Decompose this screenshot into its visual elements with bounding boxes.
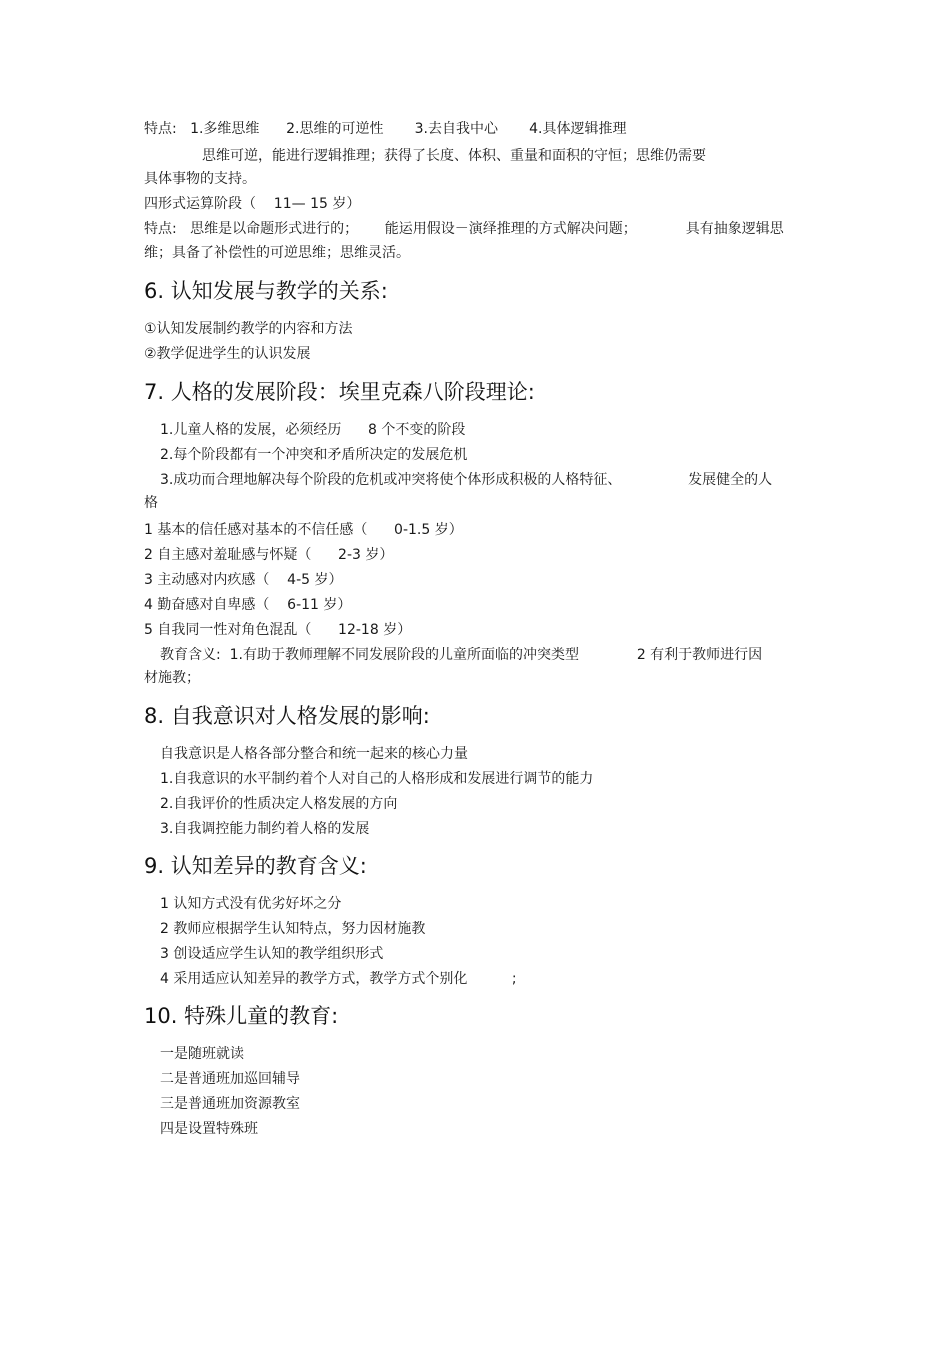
section-10-heading: 10. 特殊儿童的教育:: [144, 1004, 339, 1028]
list-item: 3.成功而合理地解决每个阶段的危机或冲突将使个体形成积极的人格特征、 发展健全的人: [160, 472, 773, 488]
concrete-stage-features: 特点: 1.多维思维 2.思维的可逆性 3.去自我中心 4.具体逻辑推理: [144, 121, 627, 137]
section-8-heading: 8. 自我意识对人格发展的影响:: [144, 704, 430, 728]
list-item: 4 采用适应认知差异的教学方式，教学方式个别化 ;: [160, 971, 517, 987]
list-item: 2 教师应根据学生认知特点，努力因材施教: [160, 921, 426, 937]
concrete-stage-description: 思维可逆，能进行逻辑推理；获得了长度、体积、重量和面积的守恒；思维仍需要: [202, 148, 706, 164]
stage-item: 3 主动感对内疚感（ 4-5 岁）: [144, 572, 343, 588]
stage-item: 5 自我同一性对角色混乱（ 12-18 岁）: [144, 622, 412, 638]
section-6-heading: 6. 认知发展与教学的关系:: [144, 279, 388, 303]
stage-item: 2 自主感对羞耻感与怀疑（ 2-3 岁）: [144, 547, 394, 563]
list-item-cont: 格: [144, 495, 158, 511]
list-item: ②教学促进学生的认识发展: [144, 346, 311, 362]
list-item: 一是随班就读: [160, 1046, 244, 1062]
list-item: 1 认知方式没有优劣好坏之分: [160, 896, 342, 912]
list-item: ①认知发展制约教学的内容和方法: [144, 321, 353, 337]
list-item: 3.自我调控能力制约着人格的发展: [160, 821, 370, 837]
list-item: 自我意识是人格各部分整合和统一起来的核心力量: [160, 746, 468, 762]
formal-operational-stage-title: 四形式运算阶段（ 11— 15 岁）: [144, 196, 361, 212]
section-7-heading: 7. 人格的发展阶段：埃里克森八阶段理论:: [144, 380, 535, 404]
educational-implication-cont: 材施教；: [144, 670, 200, 686]
section-9-heading: 9. 认知差异的教育含义:: [144, 854, 367, 878]
list-item: 四是设置特殊班: [160, 1121, 258, 1137]
list-item: 二是普通班加巡回辅导: [160, 1071, 300, 1087]
list-item: 2.自我评价的性质决定人格发展的方向: [160, 796, 398, 812]
list-item: 三是普通班加资源教室: [160, 1096, 300, 1112]
concrete-stage-description-cont: 具体事物的支持。: [144, 171, 256, 187]
list-item: 3 创设适应学生认知的教学组织形式: [160, 946, 384, 962]
stage-item: 4 勤奋感对自卑感（ 6-11 岁）: [144, 597, 352, 613]
formal-stage-features: 特点: 思维是以命题形式进行的； 能运用假设－演绎推理的方式解决问题； 具有抽象逻辑思: [144, 221, 784, 237]
formal-stage-features-cont: 维；具备了补偿性的可逆思维；思维灵活。: [144, 245, 410, 261]
list-item: 1.儿童人格的发展，必须经历 8 个不变的阶段: [160, 422, 466, 438]
stage-item: 1 基本的信任感对基本的不信任感（ 0-1.5 岁）: [144, 522, 463, 538]
list-item: 1.自我意识的水平制约着个人对自己的人格形成和发展进行调节的能力: [160, 771, 594, 787]
educational-implication: 教育含义: 1.有助于教师理解不同发展阶段的儿童所面临的冲突类型 2 有利于教师进行因: [160, 647, 763, 663]
list-item: 2.每个阶段都有一个冲突和矛盾所决定的发展危机: [160, 447, 468, 463]
